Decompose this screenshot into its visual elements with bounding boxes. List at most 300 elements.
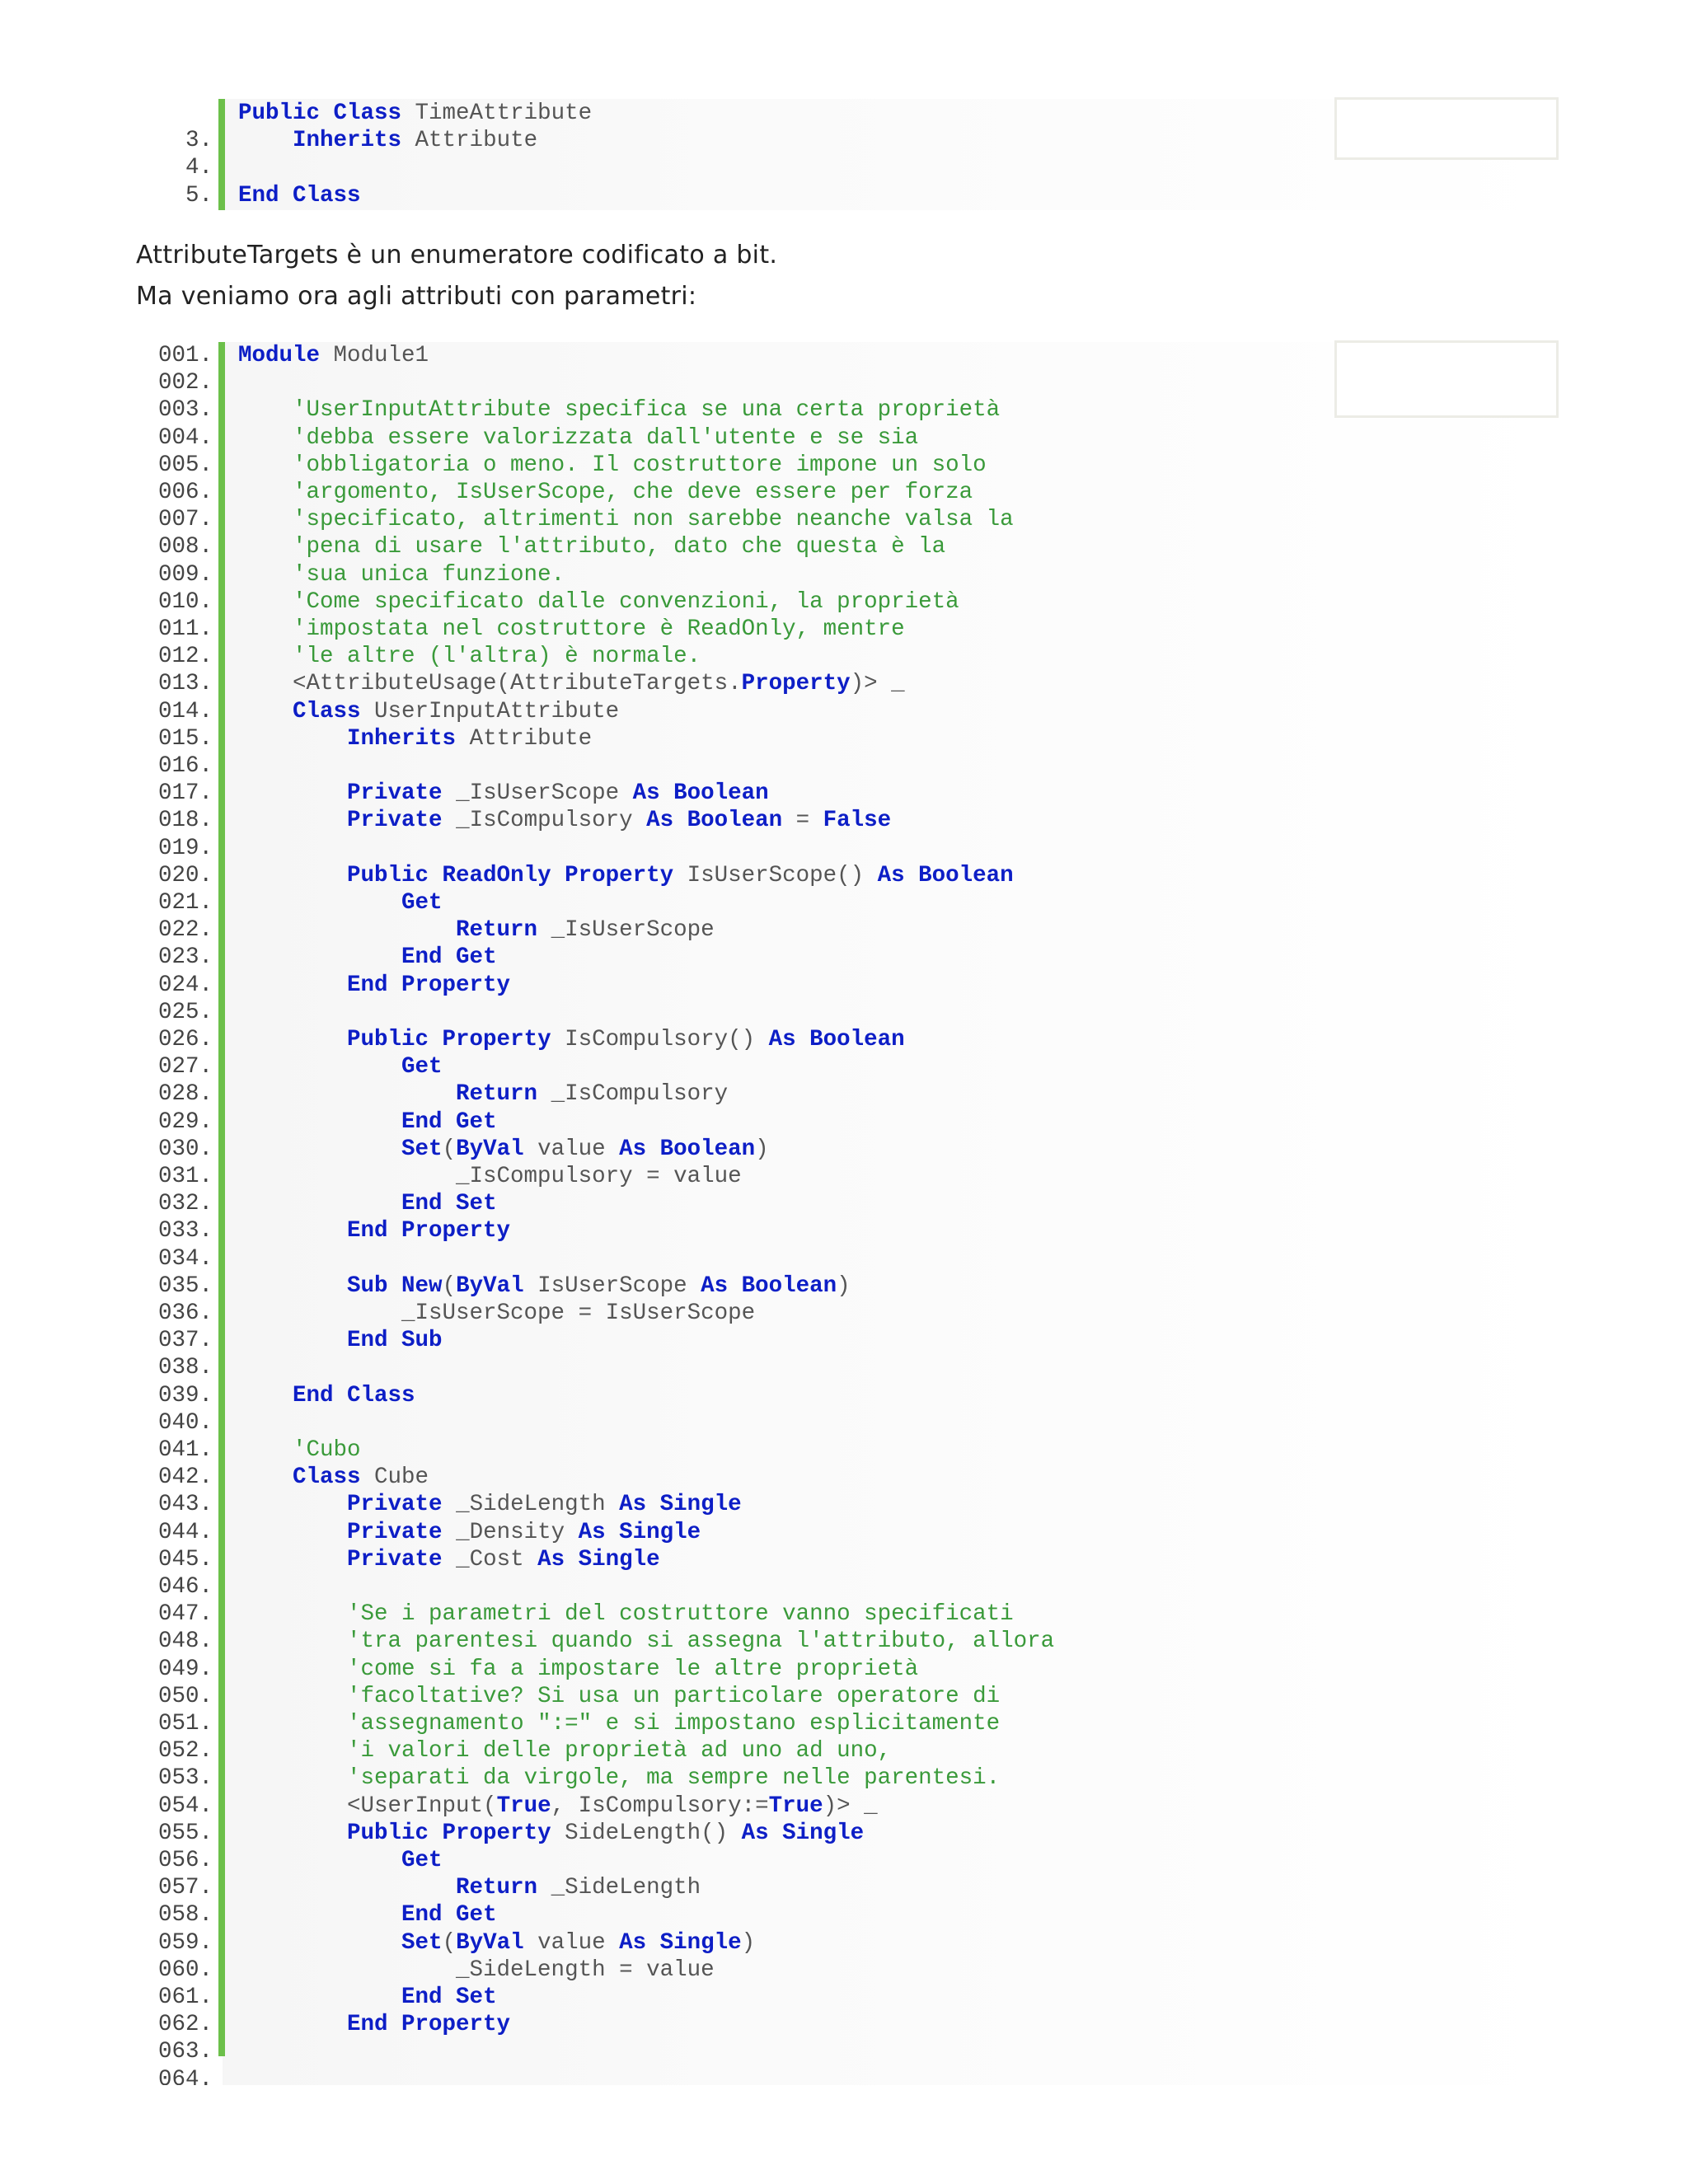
code-token: ( (442, 1136, 457, 1162)
line-number: 004. (157, 424, 213, 451)
code-token (238, 1629, 347, 1654)
code-text (238, 944, 497, 971)
keyword-token: End Class (238, 182, 361, 209)
code-line (0, 1847, 1688, 1874)
code-line (0, 698, 1688, 725)
line-number: 046. (157, 1574, 213, 1600)
keyword-token: Public Class (238, 101, 402, 126)
code-line (0, 780, 1688, 807)
comment-token: 'debba essere valorizzata dall'utente e se sia (293, 424, 919, 451)
code-text (238, 670, 905, 697)
code-text (238, 1984, 497, 2011)
code-token (238, 1765, 347, 1791)
code-text (238, 1190, 497, 1217)
code-toolbar-box (1334, 340, 1559, 418)
line-number: 047. (157, 1601, 213, 1628)
code-line (0, 561, 1688, 588)
keyword-token: As Boolean (768, 1027, 905, 1052)
line-number: 038. (157, 1355, 213, 1381)
code-text (238, 479, 973, 506)
code-token: _IsUserScope (537, 917, 715, 944)
keyword-token: As Boolean (701, 1272, 837, 1299)
code-token: , IsCompulsory:= (551, 1793, 769, 1819)
code-block-main (0, 342, 1688, 2085)
code-token (238, 1383, 293, 1408)
code-text (238, 1272, 851, 1300)
keyword-token: Return (456, 1081, 538, 1108)
code-token (238, 1437, 293, 1463)
line-number: 060. (157, 1957, 213, 1983)
code-line (0, 643, 1688, 670)
comment-token: 'come si fa a impostare le altre proprietà (347, 1656, 919, 1682)
keyword-token: Public ReadOnly Property (347, 862, 674, 888)
keyword-token: End Class (293, 1382, 415, 1408)
keyword-token: As Single (578, 1519, 701, 1545)
code-token (238, 1738, 347, 1764)
code-line (0, 1984, 1688, 2011)
code-token: _SideLength (537, 1875, 701, 1901)
code-line (0, 752, 1688, 780)
code-token (238, 972, 347, 998)
line-number: 055. (157, 1820, 213, 1846)
keyword-token: End Get (401, 944, 497, 971)
code-token: ) (755, 1136, 769, 1162)
code-token (238, 1848, 401, 1873)
code-text (238, 396, 1000, 424)
code-token: )> _ (823, 1793, 878, 1819)
code-line (0, 1901, 1688, 1929)
code-line (0, 479, 1688, 506)
comment-token: 'impostata nel costruttore è ReadOnly, mentre (293, 616, 905, 642)
code-line (0, 2011, 1688, 2038)
line-number: 040. (157, 1409, 213, 1436)
code-token: UserInputAttribute (360, 698, 620, 724)
code-text (238, 643, 701, 670)
code-token (238, 1657, 347, 1682)
line-number: 052. (157, 1738, 213, 1765)
line-number: 043. (157, 1492, 213, 1518)
code-line (0, 182, 1688, 209)
code-text (238, 1656, 918, 1683)
code-text (238, 182, 361, 209)
code-token: IsUserScope() (673, 862, 878, 888)
code-text (238, 1327, 443, 1354)
line-number: 002. (157, 370, 213, 396)
code-token (238, 397, 293, 423)
code-text (238, 972, 510, 999)
comment-token: 'le altre (l'altra) è normale. (293, 644, 701, 670)
comment-token: 'separati da virgole, ma sempre nelle parentesi. (347, 1765, 1001, 1792)
code-token: Attribute (456, 725, 593, 752)
line-number: 006. (157, 480, 213, 505)
keyword-token: True (496, 1793, 551, 1819)
code-line (0, 424, 1688, 452)
code-line (0, 1573, 1688, 1601)
code-token: _SideLength (442, 1492, 620, 1518)
code-line (0, 1382, 1688, 1409)
code-token (238, 808, 347, 833)
line-number: 014. (157, 698, 213, 724)
code-token (238, 1547, 347, 1572)
line-number: 021. (157, 890, 213, 916)
keyword-token: Module (238, 343, 321, 368)
keyword-token: End Property (347, 972, 511, 998)
code-line (0, 1820, 1688, 1847)
keyword-token: End Get (401, 1108, 497, 1135)
line-number: 039. (157, 1382, 213, 1408)
code-line (0, 1765, 1688, 1792)
code-line (0, 506, 1688, 533)
code-token (238, 1328, 347, 1353)
code-text (238, 1793, 878, 1820)
code-token (238, 562, 293, 588)
code-token: ) (837, 1272, 851, 1299)
line-number: 059. (157, 1929, 213, 1956)
code-token: ) (741, 1929, 756, 1956)
comment-token: 'pena di usare l'attributo, dato che questa è la (293, 534, 946, 560)
code-line (0, 670, 1688, 697)
keyword-token: As Single (619, 1492, 742, 1518)
line-number: 012. (157, 644, 213, 670)
code-line (0, 1464, 1688, 1491)
code-token (238, 780, 347, 806)
code-text (238, 1847, 443, 1874)
line-number: 005. (157, 452, 213, 478)
code-token: Module1 (320, 343, 429, 368)
keyword-token: As Single (619, 1929, 742, 1956)
paragraph-attribute-targets: AttributeTargets è un enumeratore codificato a bit. (136, 241, 778, 269)
code-token (238, 890, 401, 916)
code-token (238, 1465, 293, 1490)
line-number: 003. (157, 397, 213, 424)
comment-token: 'argomento, IsUserScope, che deve essere per forza (293, 480, 973, 505)
keyword-token: Private (347, 780, 443, 807)
code-token (238, 452, 293, 478)
comment-token: 'Se i parametri del costruttore vanno specificati (347, 1601, 1014, 1628)
code-token (238, 1902, 401, 1928)
line-number: 4. (185, 155, 213, 181)
code-line (0, 944, 1688, 971)
code-text (238, 2011, 510, 2038)
code-line (0, 1245, 1688, 1272)
code-line (0, 1491, 1688, 1518)
code-line (0, 1793, 1688, 1820)
line-number: 034. (157, 1245, 213, 1272)
code-token (238, 1273, 347, 1299)
code-line (0, 2066, 1688, 2085)
keyword-token: Inherits (347, 725, 457, 752)
code-token (238, 1985, 401, 2010)
line-number: 024. (157, 972, 213, 998)
keyword-token: Inherits (293, 128, 402, 154)
code-line (0, 1436, 1688, 1464)
line-number: 007. (157, 507, 213, 533)
code-line (0, 1136, 1688, 1163)
code-token: value (523, 1929, 620, 1956)
code-text (238, 452, 987, 479)
code-text (238, 1765, 1000, 1792)
code-token (238, 589, 293, 615)
code-token (238, 1027, 347, 1052)
code-token (238, 1684, 347, 1709)
code-token: value (523, 1136, 620, 1162)
code-line (0, 1108, 1688, 1136)
line-number: 056. (157, 1848, 213, 1873)
code-token (238, 1191, 401, 1216)
keyword-token: End Set (401, 1985, 497, 2010)
line-number: 009. (157, 561, 213, 588)
code-token: SideLength() (551, 1820, 742, 1846)
code-token (238, 425, 293, 451)
code-token: _IsCompulsory (442, 808, 647, 834)
line-number: 037. (157, 1328, 213, 1354)
code-line (0, 807, 1688, 834)
code-line (0, 862, 1688, 889)
code-token: <UserInput( (238, 1793, 497, 1819)
line-number: 008. (157, 534, 213, 560)
code-text (238, 1601, 1014, 1628)
line-number: 015. (157, 725, 213, 752)
code-token: ( (442, 1929, 457, 1956)
line-number: 001. (157, 343, 213, 368)
code-text (238, 1026, 905, 1053)
code-text (238, 1874, 701, 1901)
code-token (238, 1520, 347, 1545)
code-token (238, 1601, 347, 1627)
code-token (238, 944, 401, 970)
code-text (238, 889, 443, 916)
keyword-token: Private (347, 1492, 443, 1518)
code-line (0, 1546, 1688, 1573)
code-line (0, 1874, 1688, 1901)
keyword-token: Public Property (347, 1820, 551, 1846)
code-token (238, 1711, 347, 1736)
line-number: 026. (157, 1027, 213, 1052)
keyword-token: As Boolean (632, 780, 769, 807)
keyword-token: Class (293, 698, 361, 724)
line-number: 033. (157, 1218, 213, 1244)
code-line (0, 1354, 1688, 1381)
code-line (0, 1710, 1688, 1737)
code-token: IsCompulsory() (551, 1027, 769, 1052)
code-token: _Cost (442, 1546, 538, 1572)
code-text (238, 1382, 415, 1409)
keyword-token: As Single (537, 1546, 660, 1572)
code-token (238, 699, 293, 724)
code-line (0, 1929, 1688, 1957)
code-text (238, 1217, 510, 1244)
code-token (238, 507, 293, 532)
line-number: 022. (157, 917, 213, 944)
code-token (238, 2012, 347, 2037)
code-token: _IsCompulsory (537, 1081, 729, 1108)
line-number: 020. (157, 862, 213, 888)
line-number: 044. (157, 1519, 213, 1545)
line-number: 053. (157, 1765, 213, 1792)
code-text (238, 1464, 429, 1491)
paragraph-attributi-parametri: Ma veniamo ora agli attributi con parametri: (136, 282, 697, 311)
code-token (238, 616, 293, 642)
code-text (238, 506, 1014, 533)
code-text (238, 561, 565, 588)
code-line (0, 835, 1688, 862)
code-token (238, 1821, 347, 1846)
line-number: 051. (157, 1711, 213, 1736)
line-number: 057. (157, 1875, 213, 1901)
code-token (238, 128, 293, 153)
keyword-token: Public Property (347, 1027, 551, 1052)
comment-token: 'obbligatoria o meno. Il costruttore impone un solo (293, 452, 987, 478)
line-number: 023. (157, 944, 213, 971)
comment-token: 'Come specificato dalle convenzioni, la proprietà (293, 588, 959, 615)
keyword-token: ByVal (456, 1272, 524, 1299)
code-line (0, 1628, 1688, 1655)
code-token: = (782, 808, 823, 834)
code-text (238, 1820, 864, 1847)
code-text (238, 533, 945, 560)
comment-token: 'i valori delle proprietà ad uno ad uno, (347, 1738, 892, 1765)
keyword-token: Return (456, 917, 538, 944)
keyword-token: As Boolean (619, 1136, 756, 1162)
code-token: _Density (442, 1519, 579, 1545)
line-number: 063. (157, 2039, 213, 2065)
keyword-token: As Single (741, 1820, 865, 1846)
code-text (238, 1901, 497, 1929)
code-text (238, 1491, 742, 1518)
code-token: Attribute (401, 128, 538, 154)
comment-token: 'tra parentesi quando si assegna l'attributo, allora (347, 1629, 1055, 1655)
keyword-token: As Boolean (877, 862, 1014, 888)
line-number: 010. (157, 588, 213, 615)
code-line (0, 1327, 1688, 1354)
code-token: IsUserScope (523, 1272, 701, 1299)
code-token (238, 1492, 347, 1517)
code-line (0, 1080, 1688, 1108)
line-number: 028. (157, 1081, 213, 1108)
keyword-token: End Property (347, 2012, 511, 2038)
code-line (0, 452, 1688, 479)
keyword-token: ByVal (456, 1136, 524, 1162)
line-number: 041. (157, 1437, 213, 1463)
line-number: 029. (157, 1108, 213, 1135)
code-text (238, 1683, 1000, 1710)
code-token: Cube (360, 1465, 429, 1491)
line-number: 025. (157, 999, 213, 1025)
code-token (238, 1875, 456, 1900)
code-line (0, 1053, 1688, 1080)
keyword-token: Private (347, 1546, 443, 1572)
keyword-token: Set (401, 1929, 443, 1956)
code-token: TimeAttribute (401, 101, 593, 126)
code-token (238, 534, 293, 560)
code-text (238, 100, 592, 127)
code-text (238, 862, 1014, 889)
keyword-token: Sub New (347, 1272, 443, 1299)
code-text (238, 1737, 891, 1765)
code-token (238, 917, 456, 943)
code-line (0, 1683, 1688, 1710)
comment-token: 'Cubo (293, 1437, 361, 1463)
keyword-token: True (768, 1793, 823, 1819)
line-number: 049. (157, 1656, 213, 1682)
code-token: _IsUserScope = IsUserScope (238, 1301, 756, 1326)
code-toolbar-box (1334, 97, 1559, 160)
line-number: 018. (157, 808, 213, 834)
code-line (0, 533, 1688, 560)
comment-token: 'facoltative? Si usa un particolare operatore di (347, 1683, 1001, 1709)
line-number: 061. (157, 1985, 213, 2010)
code-line (0, 916, 1688, 944)
line-number: 011. (157, 616, 213, 642)
code-text (238, 916, 715, 944)
code-token: _IsCompulsory = value (238, 1164, 742, 1189)
keyword-token: As Boolean (646, 808, 783, 834)
keyword-token: Property (741, 671, 851, 697)
line-number: 016. (157, 753, 213, 779)
code-token (238, 1081, 456, 1107)
comment-token: 'UserInputAttribute specifica se una certa proprietà (293, 397, 1001, 424)
code-text (238, 616, 905, 643)
keyword-token: Class (293, 1465, 361, 1491)
line-number: 045. (157, 1546, 213, 1572)
code-token: ( (442, 1272, 457, 1299)
line-number: 064. (157, 2066, 213, 2085)
line-number: 054. (157, 1793, 213, 1819)
line-number: 013. (157, 671, 213, 697)
keyword-token: Private (347, 1519, 443, 1545)
code-line (0, 1300, 1688, 1327)
code-text (238, 1546, 660, 1573)
code-text (238, 1080, 728, 1108)
code-line (0, 616, 1688, 643)
code-text (238, 588, 959, 616)
keyword-token: Set (401, 1136, 443, 1162)
comment-token: 'assegnamento ":=" e si impostano esplicitamente (347, 1711, 1001, 1736)
code-text (238, 127, 537, 154)
code-text (238, 1053, 443, 1080)
code-token (238, 1054, 401, 1080)
code-text (238, 1163, 742, 1190)
keyword-token: End Property (347, 1218, 511, 1244)
line-number: 032. (157, 1191, 213, 1217)
code-text (238, 1519, 701, 1546)
code-line (0, 972, 1688, 999)
code-token: _IsUserScope (442, 780, 633, 807)
code-token (238, 1137, 401, 1162)
line-number: 050. (157, 1683, 213, 1709)
keyword-token: End Get (401, 1902, 497, 1929)
code-line (0, 999, 1688, 1026)
line-number: 062. (157, 2012, 213, 2038)
code-token (238, 726, 347, 752)
line-number: 5. (185, 182, 213, 209)
code-text (238, 725, 592, 752)
line-number: 042. (157, 1465, 213, 1491)
code-text (238, 780, 769, 807)
code-token (238, 644, 293, 669)
code-line (0, 889, 1688, 916)
line-number: 030. (157, 1136, 213, 1162)
code-line (0, 1409, 1688, 1436)
code-text (238, 1710, 1000, 1737)
code-token (238, 480, 293, 505)
line-number: 036. (157, 1301, 213, 1326)
code-text (238, 424, 918, 452)
code-token (238, 1109, 401, 1135)
code-line (0, 1957, 1688, 1984)
line-number: 031. (157, 1164, 213, 1189)
code-text (238, 698, 619, 725)
